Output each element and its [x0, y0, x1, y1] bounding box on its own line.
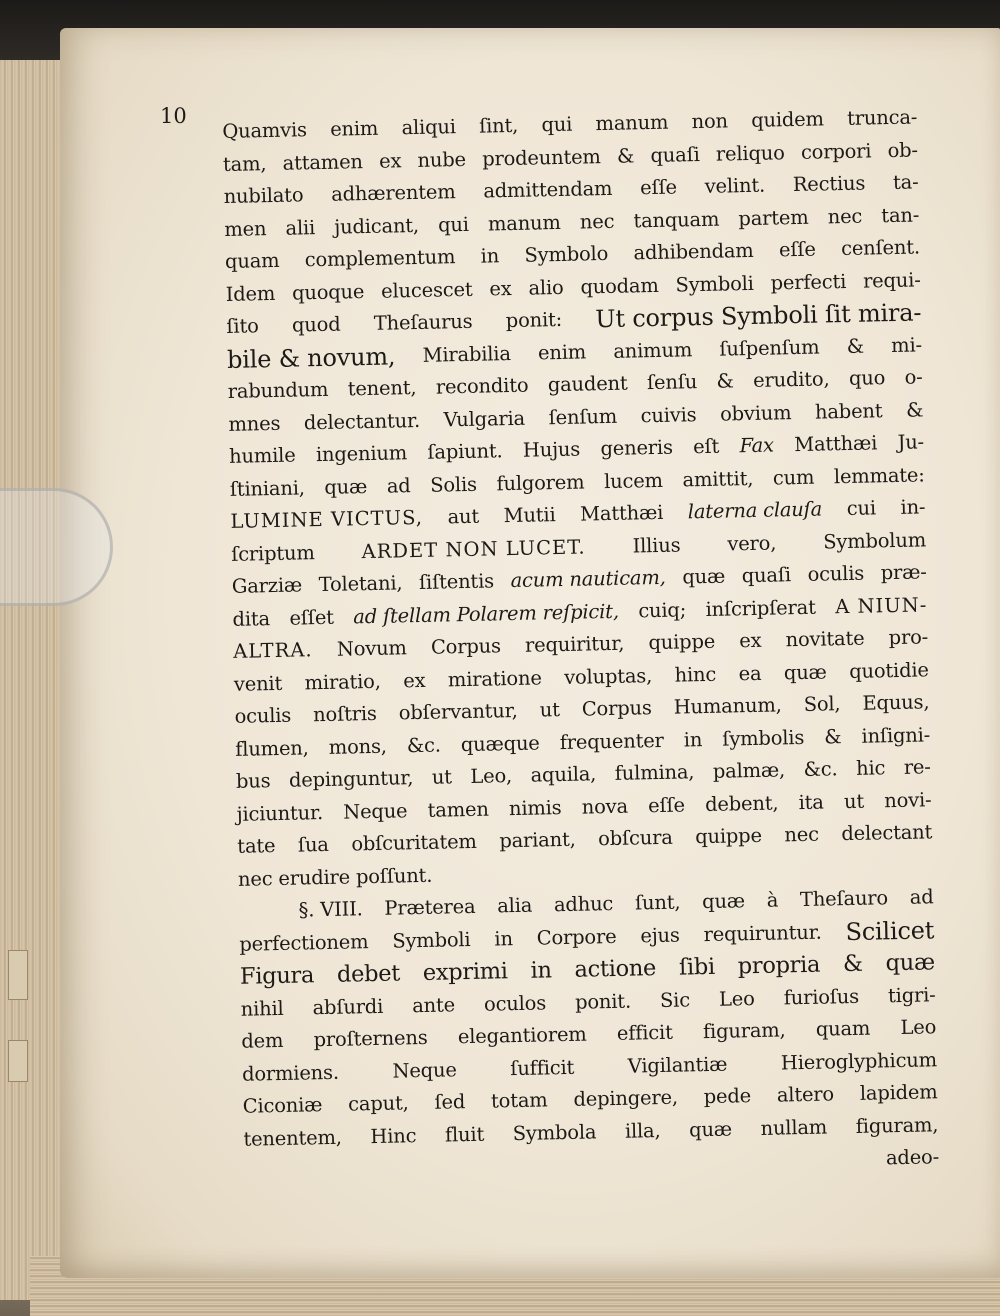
text-word: Corpore — [536, 924, 617, 950]
text-word: nubilato — [223, 183, 304, 208]
text-word: Leo — [900, 1015, 937, 1039]
text-word: o- — [904, 365, 923, 389]
text-word: bile & novum, — [226, 341, 396, 374]
text-word: cui — [846, 496, 877, 520]
text-word: ſiſtentis — [418, 569, 495, 594]
text-word: quidem — [750, 107, 825, 132]
text-word: requiritur, — [524, 631, 625, 657]
text-word: ſunt, — [634, 890, 681, 915]
text-word: Neque — [342, 798, 408, 824]
text-word: perfectionem — [239, 929, 369, 956]
text-word: quoque — [291, 279, 365, 305]
text-word: mi- — [890, 332, 923, 357]
text-word: enim — [329, 116, 379, 141]
text-word: quæ — [783, 659, 827, 684]
text-word: ſtiniani, — [229, 475, 305, 501]
text-word: dormiens. — [241, 1060, 340, 1086]
text-word: obſcuritatem — [351, 829, 477, 856]
text-word: tamen — [427, 797, 489, 822]
text-word: inſcripſerat — [705, 595, 816, 621]
text-word: &c. — [406, 733, 441, 757]
text-word: men — [224, 216, 267, 241]
text-word: tanquam — [633, 207, 720, 232]
text-word: admittendam — [483, 176, 613, 203]
text-word: Hieroglyphicum — [780, 1047, 938, 1075]
text-word: Mutii — [503, 503, 556, 528]
text-word: requiruntur. — [703, 920, 822, 946]
text-word: Hujus — [522, 437, 581, 462]
text-word: in — [480, 244, 500, 268]
text-word: reliquo — [715, 140, 785, 166]
text-word: miratione — [447, 665, 542, 691]
page-number: 10 — [160, 104, 187, 128]
text-word: in — [494, 926, 514, 950]
text-word: nimis — [508, 795, 562, 820]
text-word: nec erudire poſſunt. — [237, 863, 433, 891]
text-word: quam — [224, 248, 280, 273]
text-word: LUMINE VICTUS, — [230, 505, 424, 533]
text-word: aliqui — [401, 115, 456, 140]
text-word: ejus — [640, 923, 680, 947]
text-word: Toletani, — [318, 571, 403, 597]
text-word: inſigni- — [861, 722, 931, 748]
text-word: ponit: — [505, 307, 563, 333]
text-word: venit — [233, 671, 283, 696]
text-word: ſint, — [478, 113, 519, 138]
text-word: alio — [528, 275, 564, 300]
text-word: prodeuntem — [481, 144, 601, 171]
text-word: dem — [241, 1028, 284, 1053]
text-word: Symbola — [512, 1119, 597, 1145]
text-word: corpori — [800, 138, 872, 164]
text-word: & — [846, 334, 865, 358]
text-word: & — [823, 724, 842, 749]
text-word: obſcura — [597, 825, 673, 851]
text-word: A NIUN- — [834, 592, 928, 618]
text-word: depingere, — [573, 1085, 679, 1111]
text-word: abſurdi — [312, 994, 384, 1019]
text-word: Fax — [739, 433, 775, 458]
text-word: quæ — [701, 889, 746, 914]
plastic-page-clip — [0, 488, 113, 606]
text-word: proſternens — [313, 1025, 428, 1052]
text-word: Leo — [718, 986, 755, 1011]
text-word: Symboli — [675, 271, 754, 297]
text-word: Ju- — [897, 430, 925, 454]
text-word: quod — [291, 312, 341, 337]
text-word: Novum — [336, 636, 407, 661]
text-word: Sol, — [803, 692, 841, 716]
text-word: eſſe — [647, 792, 686, 817]
text-word: ad — [386, 473, 411, 498]
text-word: frequenter — [559, 728, 664, 754]
text-word: adhuc — [553, 891, 614, 917]
text-word: acum nauticam, — [510, 565, 666, 593]
text-word: attamen — [282, 149, 364, 175]
text-word: quæ — [885, 949, 936, 977]
text-word: propria — [737, 951, 821, 980]
text-word: ut — [431, 765, 453, 789]
text-word: ponit. — [574, 989, 632, 1014]
text-word: ſua — [297, 832, 329, 857]
text-word: tan- — [881, 202, 920, 227]
text-word: & — [716, 369, 734, 393]
text-word: erudito, — [752, 367, 830, 392]
text-word: ſcriptum — [230, 540, 315, 566]
text-word: humile — [228, 443, 296, 468]
text-word: cuivis — [640, 402, 697, 427]
text-word: jiciuntur. — [236, 800, 324, 826]
text-word: efficit — [616, 1020, 673, 1045]
text-word: miratio, — [304, 669, 381, 694]
text-word: complementum — [304, 245, 456, 272]
text-word: ea — [738, 661, 762, 685]
text-word: hic — [855, 756, 886, 780]
text-word: nihil — [240, 996, 284, 1021]
text-word: generis — [600, 435, 674, 461]
text-word: præ- — [880, 560, 927, 585]
text-word: ſufficit — [510, 1055, 575, 1080]
text-word: novitate — [785, 626, 865, 652]
text-word: ex — [739, 628, 762, 653]
text-word: partem — [738, 205, 809, 230]
text-word: mons, — [328, 734, 387, 759]
text-word: flumen, — [235, 735, 309, 761]
text-word: ex — [489, 276, 512, 300]
text-word: delectantur. — [303, 408, 421, 434]
text-word: &c. — [803, 757, 838, 781]
text-word: ut — [843, 789, 865, 813]
text-word: habent — [814, 398, 883, 424]
text-word: totam — [490, 1088, 548, 1113]
text-word: lucem — [603, 468, 664, 493]
text-word: ſenſum — [548, 404, 618, 429]
text-word: Scilicet — [845, 915, 935, 946]
text-word: quodam — [580, 273, 659, 299]
text-word: quam — [815, 1016, 871, 1041]
text-word: illa, — [624, 1118, 661, 1143]
text-word: Corpus — [581, 696, 652, 721]
text-word: manum — [595, 110, 669, 136]
text-word: Præterea — [384, 894, 476, 920]
text-word: Matthæi — [793, 431, 878, 457]
text-word: caput, — [347, 1091, 409, 1116]
text-word: Solis — [429, 472, 478, 497]
text-word: Ciconiæ — [242, 1093, 323, 1118]
text-word: adhibendam — [633, 238, 754, 265]
text-word: debet — [336, 960, 401, 988]
text-word: dita — [232, 606, 271, 631]
text-word: quippe — [648, 629, 716, 655]
text-word: novi- — [883, 787, 932, 812]
text-word: ſito — [226, 314, 259, 338]
text-word: Leo, — [470, 764, 513, 788]
text-word: vero, — [727, 530, 777, 556]
text-word: & — [616, 143, 635, 168]
text-word: oculis — [234, 703, 292, 728]
text-word: ingenium — [315, 441, 408, 467]
text-word: voluptas, — [563, 663, 653, 689]
text-word: lemmate: — [833, 462, 925, 488]
text-word: qui — [437, 212, 470, 236]
text-word: tigri- — [887, 982, 936, 1007]
text-word: quæ — [688, 1117, 733, 1141]
text-word: Vulgaria — [443, 406, 526, 431]
text-word: Matthæi — [579, 500, 664, 526]
text-word: aquila, — [530, 762, 597, 787]
text-word: Vigilantiæ — [627, 1052, 728, 1078]
text-word: requi- — [862, 267, 921, 293]
text-word: delectant — [841, 820, 933, 846]
text-word: ad ſtellam Polarem reſpicit, — [353, 599, 620, 628]
page-tab-marker — [8, 1040, 28, 1082]
page-tab-marker — [8, 950, 28, 1000]
text-word: palmæ, — [712, 758, 786, 783]
text-word: fulmina, — [614, 760, 695, 785]
text-word: figuram, — [702, 1018, 786, 1044]
text-word: Garziæ — [231, 573, 303, 598]
text-word: ſuſpenſum — [719, 335, 820, 361]
text-word: Symbolum — [822, 527, 927, 553]
text-word: gaudent — [547, 371, 628, 397]
text-word: Ut corpus Symboli ſit mira- — [595, 298, 922, 334]
text-word: ta- — [892, 170, 919, 194]
text-word: pariant, — [499, 827, 576, 853]
text-word: ſapiunt. — [427, 439, 503, 464]
text-word: ita — [798, 790, 824, 814]
text-word: manum — [487, 210, 561, 235]
text-word: tenentem, — [243, 1125, 342, 1151]
text-word: nec — [784, 822, 820, 847]
text-word: nullam — [760, 1115, 828, 1140]
text-word: Sic — [659, 987, 691, 1012]
text-word: oculos — [483, 990, 547, 1016]
text-word: quæ — [682, 564, 726, 589]
text-word: quaſi — [741, 563, 792, 588]
text-word: figuram, — [855, 1112, 939, 1138]
text-word: recondito — [435, 373, 529, 399]
text-word: nec — [579, 209, 615, 234]
text-word: Hinc — [370, 1123, 417, 1148]
text-word: tate — [237, 834, 276, 858]
text-word: Idem — [225, 281, 276, 306]
text-word: ſed — [434, 1090, 466, 1114]
text-word: nova — [581, 794, 629, 819]
text-word: ob- — [887, 137, 919, 162]
text-word: cuiq; — [638, 597, 687, 622]
text-word: rabundum — [227, 377, 329, 403]
text-word: aut — [447, 504, 480, 529]
text-word: quo — [848, 366, 886, 390]
text-word: Rectius — [792, 171, 866, 197]
text-word: oculis — [807, 561, 865, 586]
text-word: alia — [497, 893, 533, 918]
text-word: mnes — [228, 411, 281, 436]
text-word: adhærentem — [330, 180, 456, 206]
text-word: eſſe — [778, 237, 816, 262]
text-word: alii — [285, 215, 316, 240]
text-word: Illius — [632, 532, 681, 557]
text-word: obſervantur, — [398, 698, 518, 725]
text-word: fulgorem — [496, 469, 585, 495]
text-word: cenſent. — [840, 235, 921, 261]
text-word: Equus, — [862, 690, 930, 715]
text-word: Theſauro — [799, 886, 889, 912]
text-word: eſſet — [289, 605, 335, 630]
text-word: pede — [703, 1084, 752, 1109]
text-word: ut — [539, 698, 560, 722]
text-word: Quamvis — [222, 118, 308, 143]
text-word: bus — [235, 769, 271, 793]
text-word: re- — [903, 755, 931, 779]
text-word: ſymbolis — [722, 725, 805, 751]
text-word: tam, — [222, 151, 267, 176]
text-word: & — [842, 950, 864, 978]
text-word: ex — [378, 148, 402, 173]
text-word: amittit, — [682, 466, 754, 491]
text-word: perfecti — [770, 269, 847, 295]
text-word: obvium — [719, 400, 792, 426]
text-word: à — [766, 888, 779, 912]
body-text — [222, 101, 939, 1188]
text-word: enim — [537, 339, 587, 364]
text-word: Symboli — [392, 927, 471, 953]
text-word: elegantiorem — [457, 1022, 587, 1049]
text-word: adeo- — [885, 1145, 940, 1170]
text-word: ſenſu — [646, 370, 698, 395]
text-word: Theſaurus — [373, 309, 473, 335]
text-word: quaſi — [650, 142, 700, 167]
text-word: tenent, — [347, 375, 417, 401]
text-word: debent, — [704, 791, 779, 816]
text-word: animum — [613, 337, 693, 363]
text-word: quippe — [694, 823, 763, 849]
text-word: depinguntur, — [288, 766, 414, 792]
text-word: Neque — [392, 1057, 457, 1083]
text-word: ad — [909, 885, 934, 909]
text-word: pro- — [888, 625, 929, 650]
text-word: & — [905, 397, 924, 422]
text-word: Humanum, — [673, 693, 782, 719]
text-word: ARDET NON LUCET. — [361, 534, 586, 563]
text-word: §. VIII. — [298, 897, 363, 922]
text-word: velint. — [704, 173, 766, 198]
text-word: nube — [417, 147, 467, 172]
text-word: nec — [827, 204, 863, 228]
text-word: hinc — [674, 662, 717, 687]
text-word: furioſus — [783, 984, 860, 1009]
text-word: Corpus — [430, 634, 502, 659]
text-word: quæque — [460, 730, 540, 756]
text-word: quæ — [324, 474, 368, 499]
text-word: noſtris — [312, 701, 377, 727]
text-word: eſſe — [639, 175, 678, 200]
text-word: elucescet — [380, 277, 473, 303]
text-word: ALTRA. — [232, 638, 313, 663]
text-word: non — [691, 109, 729, 134]
text-word: Figura — [239, 962, 315, 990]
text-word: lapidem — [859, 1080, 938, 1105]
text-word: judicant, — [334, 213, 420, 239]
text-word: cum — [772, 465, 815, 490]
text-word: in- — [900, 495, 926, 519]
text-word: Symbolo — [524, 241, 609, 267]
text-word: ante — [411, 992, 456, 1017]
text-word: altero — [776, 1082, 835, 1107]
text-word: in — [530, 957, 552, 984]
text-word: quotidie — [848, 657, 929, 683]
text-word: actione — [574, 955, 657, 983]
text-word: fluit — [444, 1122, 485, 1147]
text-word: qui — [541, 112, 573, 137]
text-word: laterna clauſa — [687, 497, 823, 524]
text-word: trunca- — [846, 105, 918, 130]
text-word: eſt — [692, 434, 720, 459]
text-word: exprimi — [422, 958, 508, 986]
text-word: ex — [402, 668, 426, 692]
text-word: in — [683, 727, 703, 751]
text-word: Mirabilia — [422, 341, 511, 367]
text-word: ſibi — [678, 953, 716, 981]
